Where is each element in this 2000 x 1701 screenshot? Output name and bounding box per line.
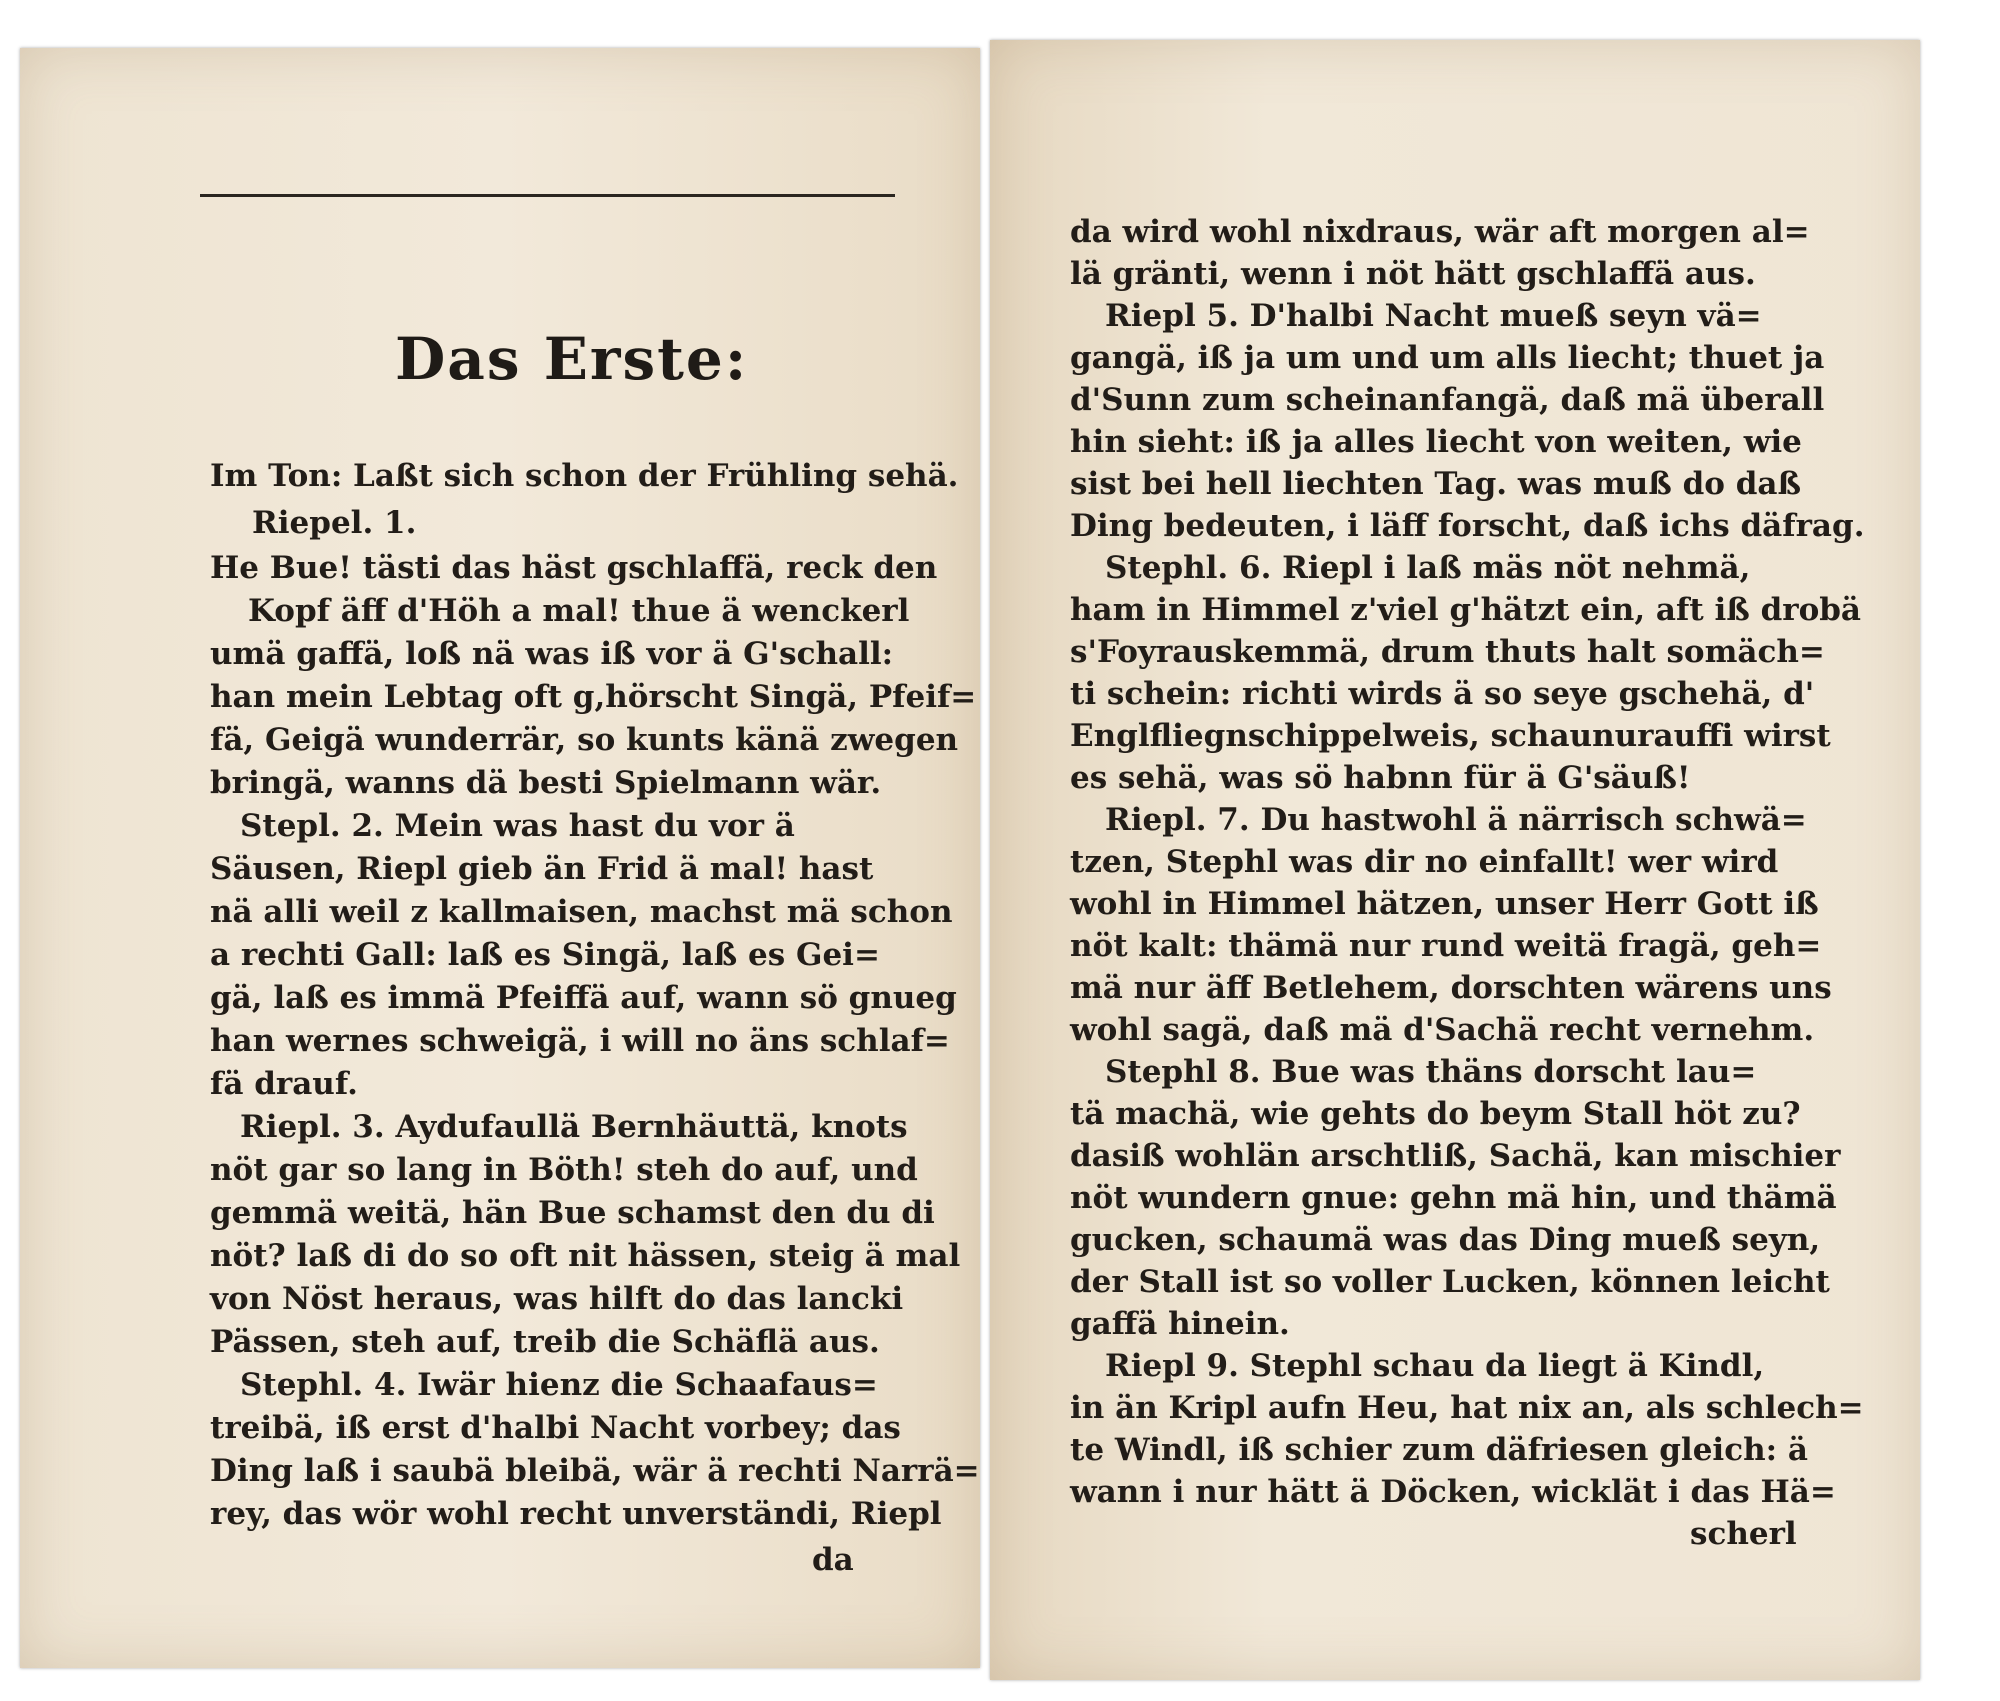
text-line: nöt? laß di do so oft nit hässen, steig ä mal [210, 1238, 961, 1274]
text-line: tzen, Stephl was dir no einfallt! wer wird [1070, 844, 1779, 880]
text-line: treibä, iß erst d'halbi Nacht vorbey; das [210, 1410, 901, 1446]
text-line: bringä, wanns dä besti Spielmann wär. [210, 765, 882, 801]
text-line: Riepl. 7. Du hastwohl ä närrisch schwä= [1105, 802, 1807, 838]
text-line: gucken, schaumä was das Ding mueß seyn, [1070, 1222, 1821, 1258]
text-line: von Nöst heraus, was hilft do das lancki [210, 1281, 904, 1317]
text-line: Säusen, Riepl gieb än Frid ä mal! hast [210, 851, 874, 887]
text-line: Pässen, steh auf, treib die Schäflä aus. [210, 1324, 880, 1360]
text-line: gaffä hinein. [1070, 1306, 1290, 1342]
text-line: wann i nur hätt ä Döcken, wicklät i das Hä= [1070, 1474, 1836, 1510]
text-line: a rechti Gall: laß es Singä, laß es Gei= [210, 937, 880, 973]
text-line: der Stall ist so voller Lucken, können leicht [1070, 1264, 1830, 1300]
catchword: da [812, 1542, 854, 1578]
text-line: Riepl 5. D'halbi Nacht mueß seyn vä= [1105, 298, 1762, 334]
text-line: ham in Himmel z'viel g'hätzt ein, aft iß drobä [1070, 592, 1862, 628]
text-line: han mein Lebtag oft g,hörscht Singä, Pfeif= [210, 679, 977, 715]
text-line: nöt gar so lang in Böth! steh do auf, und [210, 1152, 918, 1188]
text-line: hin sieht: iß ja alles liecht von weiten, wie [1070, 424, 1802, 460]
text-line: tä machä, wie gehts do beym Stall höt zu? [1070, 1096, 1801, 1132]
text-line: fä, Geigä wunderrär, so kunts känä zwegen [210, 722, 959, 758]
text-line: rey, das wör wohl recht unverständi, Riepl [210, 1496, 942, 1532]
page-title: Das Erste: [395, 325, 749, 393]
text-line: fä drauf. [210, 1066, 358, 1102]
text-line: ti schein: richti wirds ä so seye gschehä, d' [1070, 676, 1815, 712]
text-line: Stepl. 2. Mein was hast du vor ä [240, 808, 795, 844]
text-line: Stephl 8. Bue was thäns dorscht lau= [1105, 1054, 1757, 1090]
text-line: Ding bedeuten, i läff forscht, daß ichs däfrag. [1070, 508, 1865, 544]
text-line: gä, laß es immä Pfeiffä auf, wann sö gnueg [210, 980, 957, 1016]
text-line: Stephl. 6. Riepl i laß mäs nöt nehmä, [1105, 550, 1751, 586]
text-line: Riepl 9. Stephl schau da liegt ä Kindl, [1105, 1348, 1765, 1384]
text-line: da wird wohl nixdraus, wär aft morgen al= [1070, 214, 1810, 250]
text-line: es sehä, was sö habnn für ä G'säuß! [1070, 760, 1691, 796]
text-line: nä alli weil z kallmaisen, machst mä schon [210, 894, 953, 930]
text-line: wohl in Himmel hätzen, unser Herr Gott iß [1070, 886, 1819, 922]
text-line: Kopf äff d'Höh a mal! thue ä wenckerl [248, 593, 910, 629]
text-line: Englfliegnschippelweis, schaunurauffi wirst [1070, 718, 1831, 754]
text-line: in än Kripl aufn Heu, hat nix an, als schlech= [1070, 1390, 1864, 1426]
text-line: wohl sagä, daß mä d'Sachä recht vernehm. [1070, 1012, 1815, 1048]
text-line: d'Sunn zum scheinanfangä, daß mä überall [1070, 382, 1825, 418]
text-line: lä gränti, wenn i nöt hätt gschlaffä aus. [1070, 256, 1756, 292]
text-line: He Bue! tästi das häst gschlaffä, reck den [210, 550, 938, 586]
text-line: te Windl, iß schier zum däfriesen gleich: ä [1070, 1432, 1808, 1468]
catchword: scherl [1690, 1516, 1797, 1552]
text-line: dasiß wohlän arschtliß, Sachä, kan mischier [1070, 1138, 1841, 1174]
text-line: Riepl. 3. Aydufaullä Bernhäuttä, knots [240, 1109, 908, 1145]
text-line: Stephl. 4. Iwär hienz die Schaafaus= [240, 1367, 878, 1403]
text-line: s'Foyrauskemmä, drum thuts halt somäch= [1070, 634, 1825, 670]
header-rule [200, 194, 895, 197]
text-line: umä gaffä, loß nä was iß vor ä G'schall: [210, 636, 894, 672]
text-line: han wernes schweigä, i will no äns schlaf= [210, 1023, 950, 1059]
text-line: Ding laß i saubä bleibä, wär ä rechti Narrä= [210, 1453, 980, 1489]
text-line: sist bei hell liechten Tag. was muß do daß [1070, 466, 1802, 502]
text-line: nöt wundern gnue: gehn mä hin, und thämä [1070, 1180, 1837, 1216]
text-line: mä nur äff Betlehem, dorschten wärens uns [1070, 970, 1832, 1006]
text-line: gangä, iß ja um und um alls liecht; thuet ja [1070, 340, 1825, 376]
text-line: nöt kalt: thämä nur rund weitä fragä, geh= [1070, 928, 1822, 964]
text-line: Riepel. 1. [252, 505, 417, 541]
text-line: Im Ton: Laßt sich schon der Frühling sehä. [210, 458, 959, 494]
text-line: gemmä weitä, hän Bue schamst den du di [210, 1195, 935, 1231]
